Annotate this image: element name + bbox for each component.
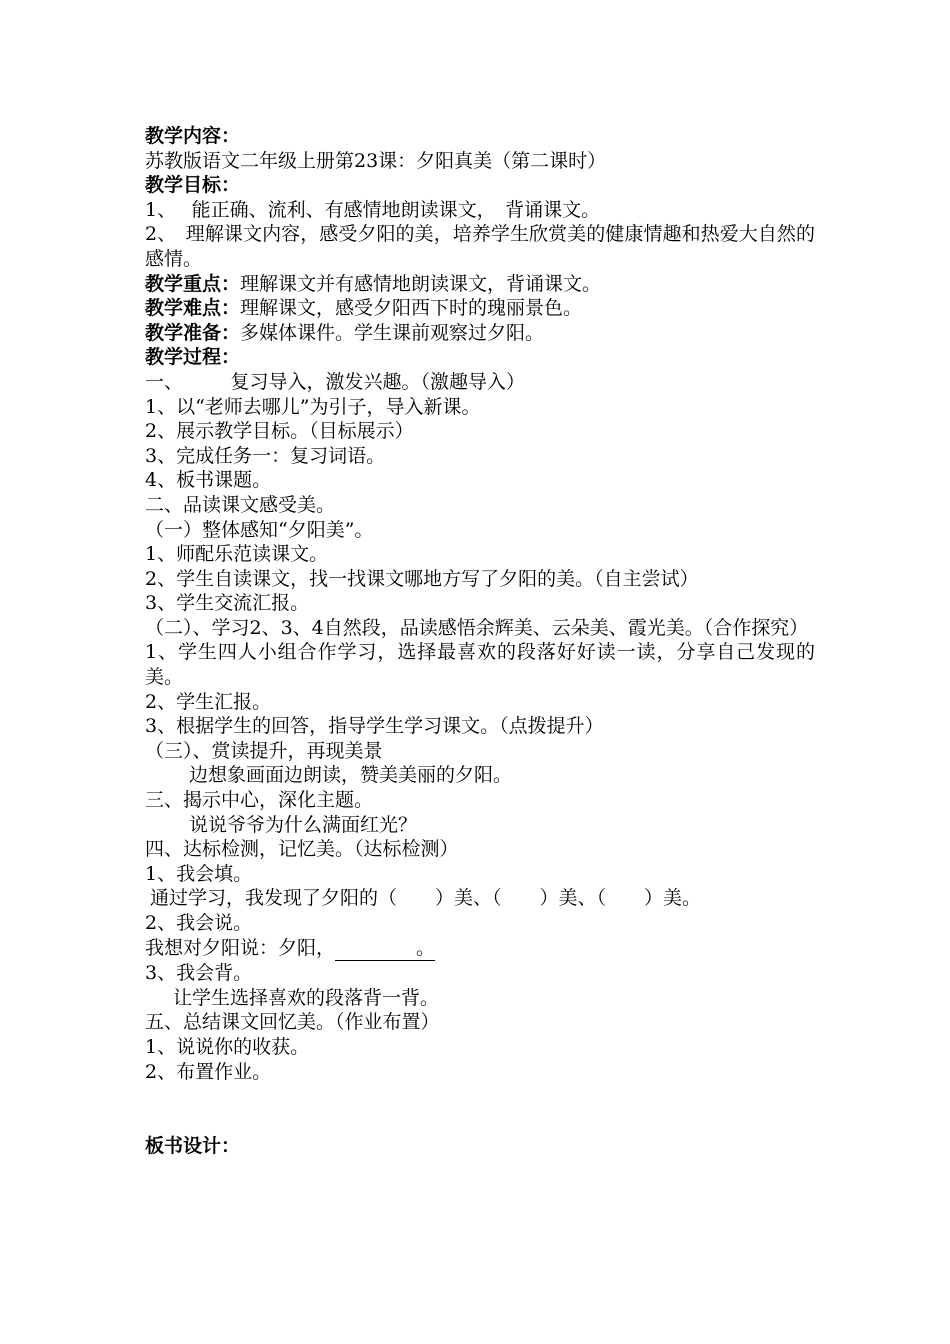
step-1-1: 1、以“老师去哪儿”为引子，导入新课。 [145, 395, 481, 418]
step-4-1: 1、我会填。 [145, 862, 253, 885]
step-5-2: 2、布置作业。 [145, 1060, 272, 1083]
step-5: 五、总结课文回忆美。（作业布置） [145, 1011, 440, 1034]
step-2-c: （三）、赏读提升，再现美景 [145, 739, 383, 762]
fill-blank: 。 [335, 936, 435, 962]
preparation-text: 多媒体课件。学生课前观察过夕阳。 [240, 321, 545, 344]
key-points-label: 教学重点： [145, 272, 241, 295]
difficulties-text: 理解课文，感受夕阳西下时的瑰丽景色。 [240, 297, 583, 320]
step-4-2: 2、我会说。 [145, 912, 253, 934]
step-4-1-text: 通过学习，我发现了夕阳的（ ）美、（ ）美、（ ）美。 [150, 887, 702, 910]
step-2-c-text: 边想象画面边朗读，赞美美丽的夕阳。 [189, 764, 513, 787]
preparation [145, 321, 815, 346]
step-2-a: （一）整体感知“夕阳美”。 [145, 518, 374, 541]
say-prompt: 我想对夕阳说：夕阳， [145, 936, 336, 959]
goal-2: 2、 理解课文内容，感受夕阳的美，培养学生欣赏美的健康情趣和热爱大自然的感情。 [145, 223, 815, 270]
step-2-b-3: 3、根据学生的回答，指导学生学习课文。（点拨提升） [145, 715, 604, 738]
difficulties-label: 教学难点： [145, 297, 241, 320]
preparation-label: 教学准备： [145, 321, 241, 344]
step-1-4: 4、板书课题。 [145, 469, 272, 492]
step-2-a-3: 3、学生交流汇报。 [145, 592, 310, 615]
step-4-2-text [145, 936, 815, 962]
step-3-text: 说说爷爷为什么满面红光？ [189, 813, 418, 836]
heading-goals: 教学目标： [145, 174, 241, 197]
step-1-3: 3、完成任务一：复习词语。 [145, 444, 386, 467]
step-5-1: 1、说说你的收获。 [145, 1035, 310, 1058]
step-2-b-2: 2、学生汇报。 [145, 690, 272, 713]
step-2-b: （二）、学习2、3、4自然段，品读感悟余辉美、云朵美、霞光美。（合作探究） [145, 616, 809, 639]
step-2-a-2: 2、学生自读课文，找一找课文哪地方写了夕阳的美。（自主尝试） [145, 567, 699, 590]
step-3: 三、揭示中心，深化主题。 [145, 789, 374, 812]
lesson-plan [145, 124, 815, 1159]
step-2: 二、品读课文感受美。 [145, 493, 336, 516]
step-2-b-1: 1、学生四人小组合作学习，选择最喜欢的段落好好读一读，分享自己发现的美。 [145, 641, 815, 689]
heading-board-design: 板书设计： [145, 1135, 241, 1158]
difficulties [145, 296, 815, 321]
heading-content: 教学内容： [145, 125, 241, 147]
step-4-3-text: 让学生选择喜欢的段落背一背。 [173, 986, 440, 1009]
step-1: 一、 复习导入，激发兴趣。（激趣导入） [145, 370, 526, 393]
goal-1: 1、 能正确、流利、有感情地朗读课文， 背诵课文。 [145, 198, 601, 221]
lesson-title: 苏教版语文二年级上册第23课：夕阳真美（第二课时） [145, 149, 607, 172]
key-points [145, 272, 815, 297]
key-points-text: 理解课文并有感情地朗读课文，背诵课文。 [240, 272, 602, 295]
step-1-2: 2、展示教学目标。（目标展示） [145, 420, 414, 443]
step-4: 四、达标检测，记忆美。（达标检测） [145, 838, 459, 861]
heading-process: 教学过程： [145, 346, 241, 369]
step-2-a-1: 1、师配乐范读课文。 [145, 543, 329, 566]
step-4-3: 3、我会背。 [145, 962, 253, 985]
